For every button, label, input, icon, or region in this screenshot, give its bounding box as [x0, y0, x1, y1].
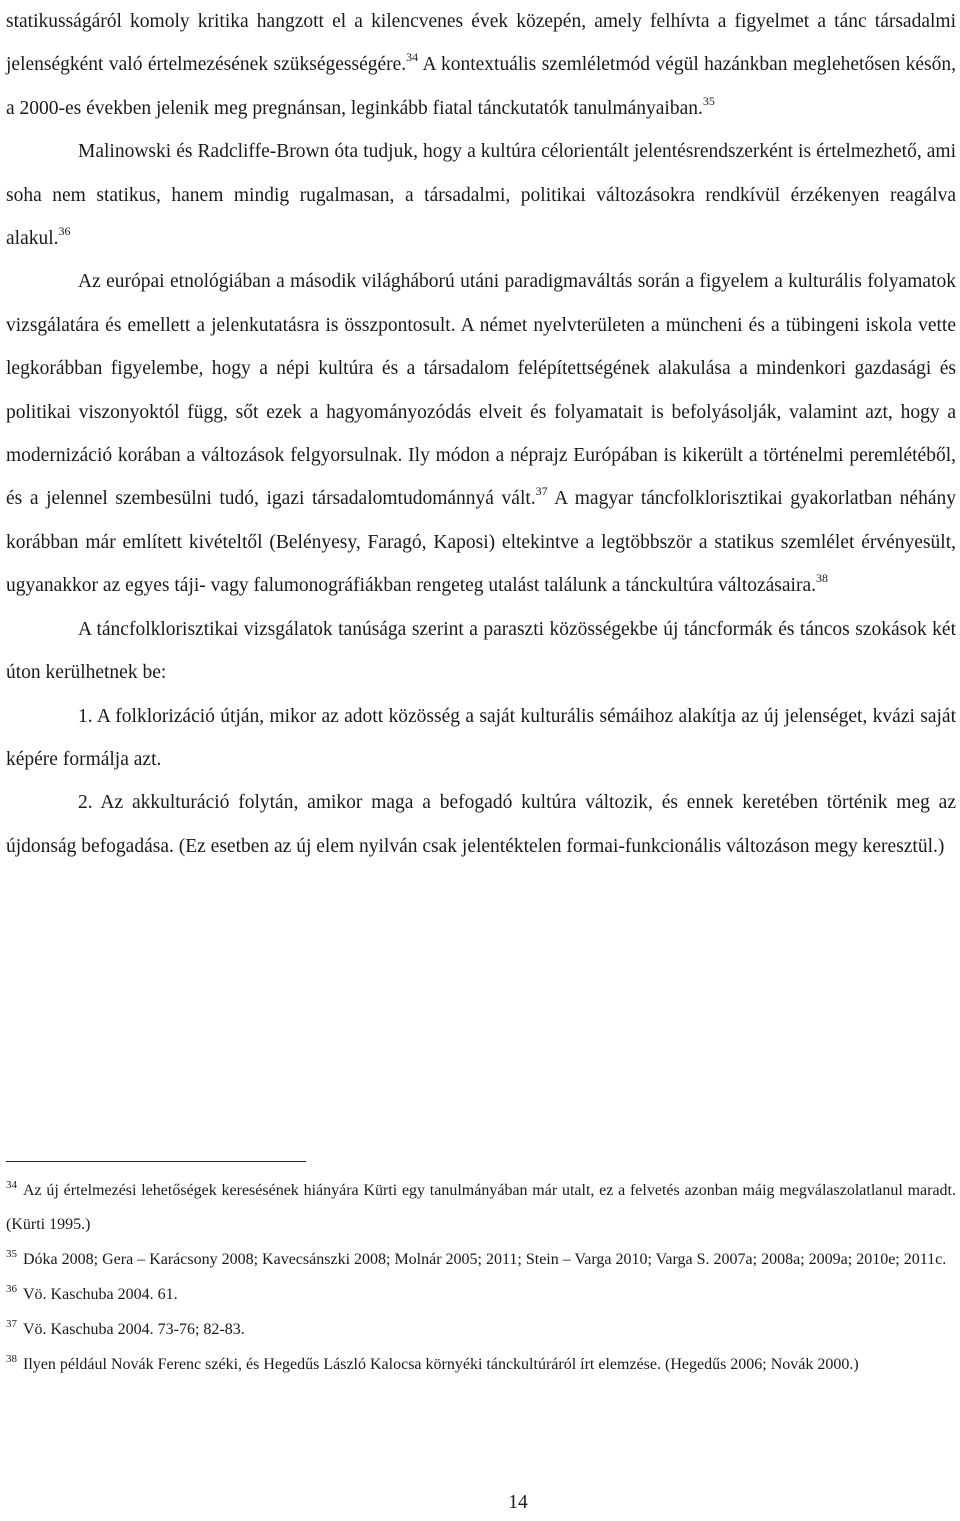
footnote-number: 35 [6, 1248, 17, 1260]
footnote-ref-38[interactable]: 38 [816, 571, 828, 586]
list-item-1: 1. A folklorizáció útján, mikor az adott közösség a saját kulturális sémáihoz alakítja az új jelenséget, kvázi saját képére formálja azt. [6, 705, 956, 770]
footnote-ref-37[interactable]: 37 [535, 484, 548, 499]
paragraph-2: Malinowski és Radcliffe-Brown óta tudjuk, hogy a kultúra célorientált jelentésrendszerként is értelmezhető, ami soha nem statikus, hanem mindig rugalmasan, a társadalmi, politikai változásokra rendkívül érzékenyen reagálva alakul.$^{36}$ [6, 141, 956, 250]
paragraph-1: statikusságáról komoly kritika hangzott el a kilencvenes évek közepén, amely felhívta a figyelmet a tánc társadalmi jelenségként való értelmezésének szükségességére.$^{34}$ A kontextuális szemléletmód végül hazánkban meglehetősen későn, a 2000-es években jelenik meg pregnánsan, leginkább fiatal tánckutatók tanulmányaiban.$^{35}$ [6, 11, 956, 119]
paragraph-3: Az európai etnológiában a második világháború utáni paradigmaváltás során a figyelem a kulturális folyamatok vizsgálatára és emellett a jelenkutatásra is összpontosult. A német nyelvterületen a müncheni és a tübingeni iskola vette legkorábban figyelembe, hogy a népi kultúra és a társadalom felépítettségének alakulása a mindenkori gazdasági és politikai viszonyoktól függ, sőt ezek a hagyományozódás elveit és folyamatait is befolyásolják, valamint azt, hogy a modernizáció korában a változások felgyorsulnak. Ily módon a néprajz Európában is kikerült a történelmi peremlétéből, és a jelennel szembesülni tudó, igazi társadalomtudománnyá vált.$^{37}$ A magyar táncfolklorisztikai gyakorlatban néhány korábban már említett kivételtől (Belényesy, Faragó, Kaposi) eltekintve a legtöbbször a statikus szemlélet érvényesült, ugyanakkor az egyes táji- vagy falumonográfiákban rengeteg utalást találunk a tánckultúra változásaira.$^{38}$ [6, 271, 956, 597]
footnotes [6, 1174, 956, 1383]
footnote-ref-34[interactable]: 34 [406, 50, 419, 65]
footnote-ref-36[interactable]: 36 [58, 224, 71, 239]
footnote-number: 36 [6, 1283, 17, 1295]
footnote-38: $^{38}$ Ilyen például Novák Ferenc széki, és Hegedűs László Kalocsa környéki tánckultúráról írt elemzése. (Hegedűs 2006; Novák 2000.) [6, 1353, 859, 1373]
footnote-ref-35[interactable]: 35 [702, 93, 715, 108]
footnote-36: $^{36}$ Vö. Kaschuba 2004. 61. [6, 1283, 178, 1303]
list-item-2: 2. Az akkulturáció folytán, amikor maga a befogadó kultúra változik, és ennek keretében történik meg az újdonság befogadása. (Ez esetben az új elem nyilván csak jelentéktelen formai-funkcionális változáson megy keresztül.) [6, 792, 956, 857]
footnote-34: $^{34}$ Az új értelmezési lehetőségek keresésének hiányára Kürti egy tanulmányában már utalt, ez a felvetés azonban máig megválaszolatlanul maradt. (Kürti 1995.) [6, 1179, 956, 1233]
footnote-37: $^{37}$ Vö. Kaschuba 2004. 73-76; 82-83. [6, 1318, 245, 1338]
footnote-number: 38 [6, 1353, 17, 1365]
footnote-35: $^{35}$ Dóka 2008; Gera – Karácsony 2008; Kavecsánszki 2008; Molnár 2005; 2011; Stein – Varga 2010; Varga S. 2007a; 2008a; 2009a; 2010e; 2011c. [6, 1248, 947, 1268]
footnote-separator [6, 1161, 306, 1162]
footnote-number: 37 [6, 1318, 17, 1330]
page-number: 14 [508, 1492, 528, 1513]
footnote-number: 34 [6, 1179, 17, 1191]
paragraph-4: A táncfolklorisztikai vizsgálatok tanúsága szerint a paraszti közösségekbe új táncformák és táncos szokások két úton kerülhetnek be: [6, 618, 956, 684]
main-text [6, 0, 956, 868]
